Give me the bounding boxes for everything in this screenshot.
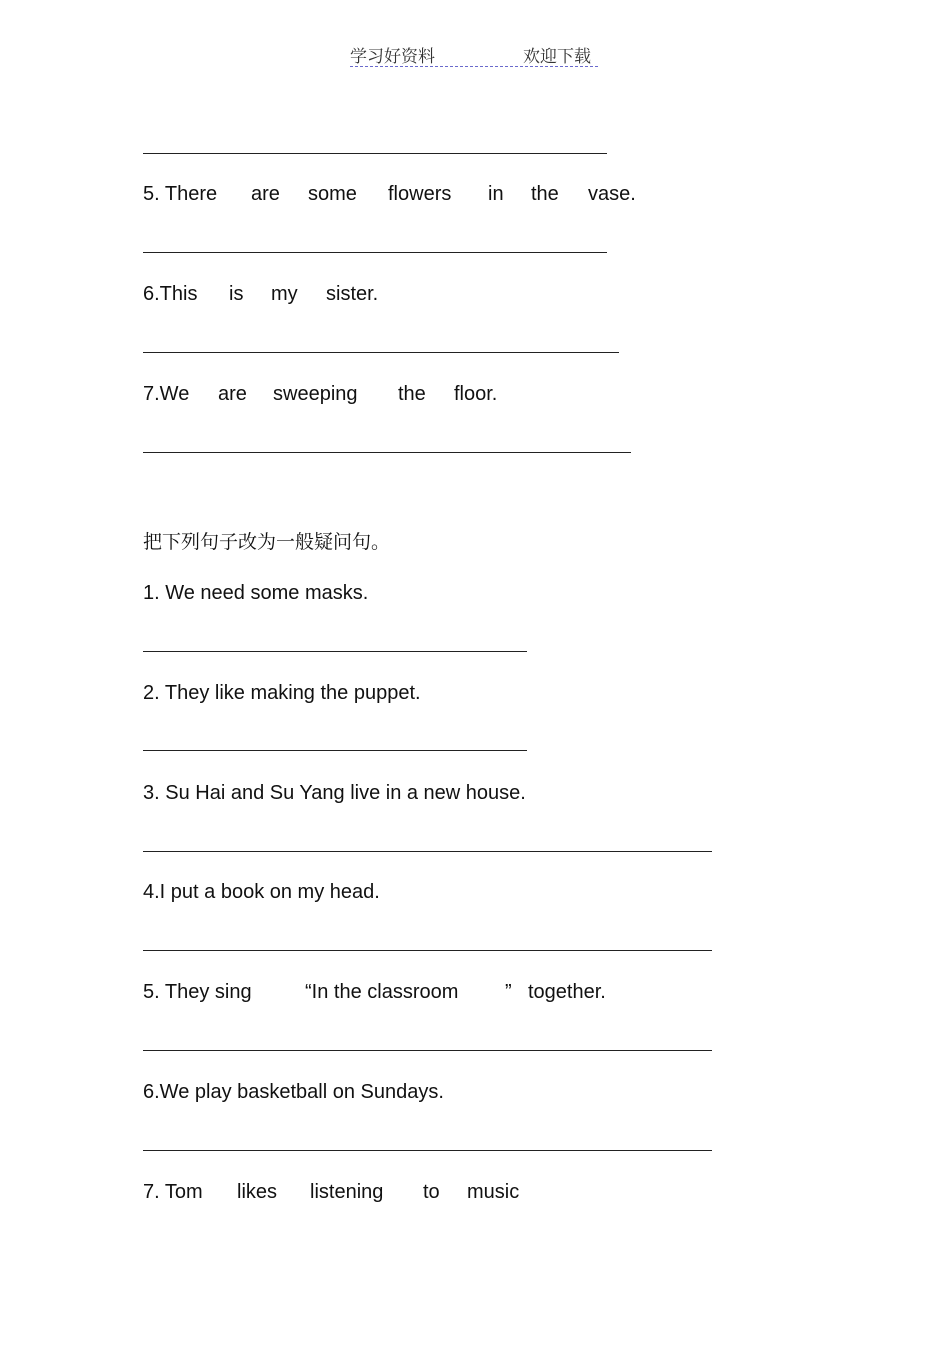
section-instruction: 把下列句子改为一般疑问句。 [143, 531, 391, 553]
word: my [271, 283, 298, 305]
header-right-text: 欢迎下载 [523, 47, 591, 67]
word: 5. They sing [143, 981, 252, 1003]
answer-line [143, 750, 527, 751]
page-header [350, 40, 598, 67]
word: likes [237, 1181, 278, 1203]
word: together. [528, 981, 606, 1003]
answer-line [143, 452, 631, 453]
word: 7.We [143, 383, 190, 405]
word: some [308, 183, 357, 205]
answer-line [143, 950, 712, 951]
word: the [398, 383, 426, 405]
word: in [488, 183, 504, 205]
question-3: 3. Su Hai and Su Yang live in a new house. [143, 782, 526, 804]
word: sister. [326, 283, 379, 305]
word: ” [505, 981, 512, 1003]
word: 5. There [143, 183, 218, 205]
word: listening [310, 1181, 384, 1203]
word: floor. [454, 383, 498, 405]
question-6 [143, 282, 403, 306]
answer-line [143, 352, 619, 353]
answer-line [143, 651, 527, 652]
word: vase. [588, 183, 636, 205]
answer-line [143, 1150, 712, 1151]
word: the [531, 183, 559, 205]
answer-line [143, 851, 712, 852]
question-6-part2: 6.We play basketball on Sundays. [143, 1081, 444, 1103]
answer-line [143, 153, 607, 154]
word: flowers [388, 183, 452, 205]
question-5-part2 [143, 980, 643, 1004]
question-2: 2. They like making the puppet. [143, 682, 421, 704]
word: are [218, 383, 247, 405]
word: is [229, 283, 244, 305]
question-1: 1. We need some masks. [143, 582, 369, 604]
word: 6.This [143, 283, 198, 305]
word: are [251, 183, 280, 205]
word: sweeping [273, 383, 358, 405]
question-7 [143, 382, 523, 406]
answer-line [143, 1050, 712, 1051]
word: “In the classroom [305, 981, 459, 1003]
answer-line [143, 252, 607, 253]
word: 7. Tom [143, 1181, 203, 1203]
word: to [423, 1181, 440, 1203]
word: music [467, 1181, 520, 1203]
question-4: 4.I put a book on my head. [143, 881, 380, 903]
header-left-text: 学习好资料 [350, 47, 435, 67]
question-5 [143, 182, 663, 206]
question-7-part2 [143, 1180, 543, 1204]
